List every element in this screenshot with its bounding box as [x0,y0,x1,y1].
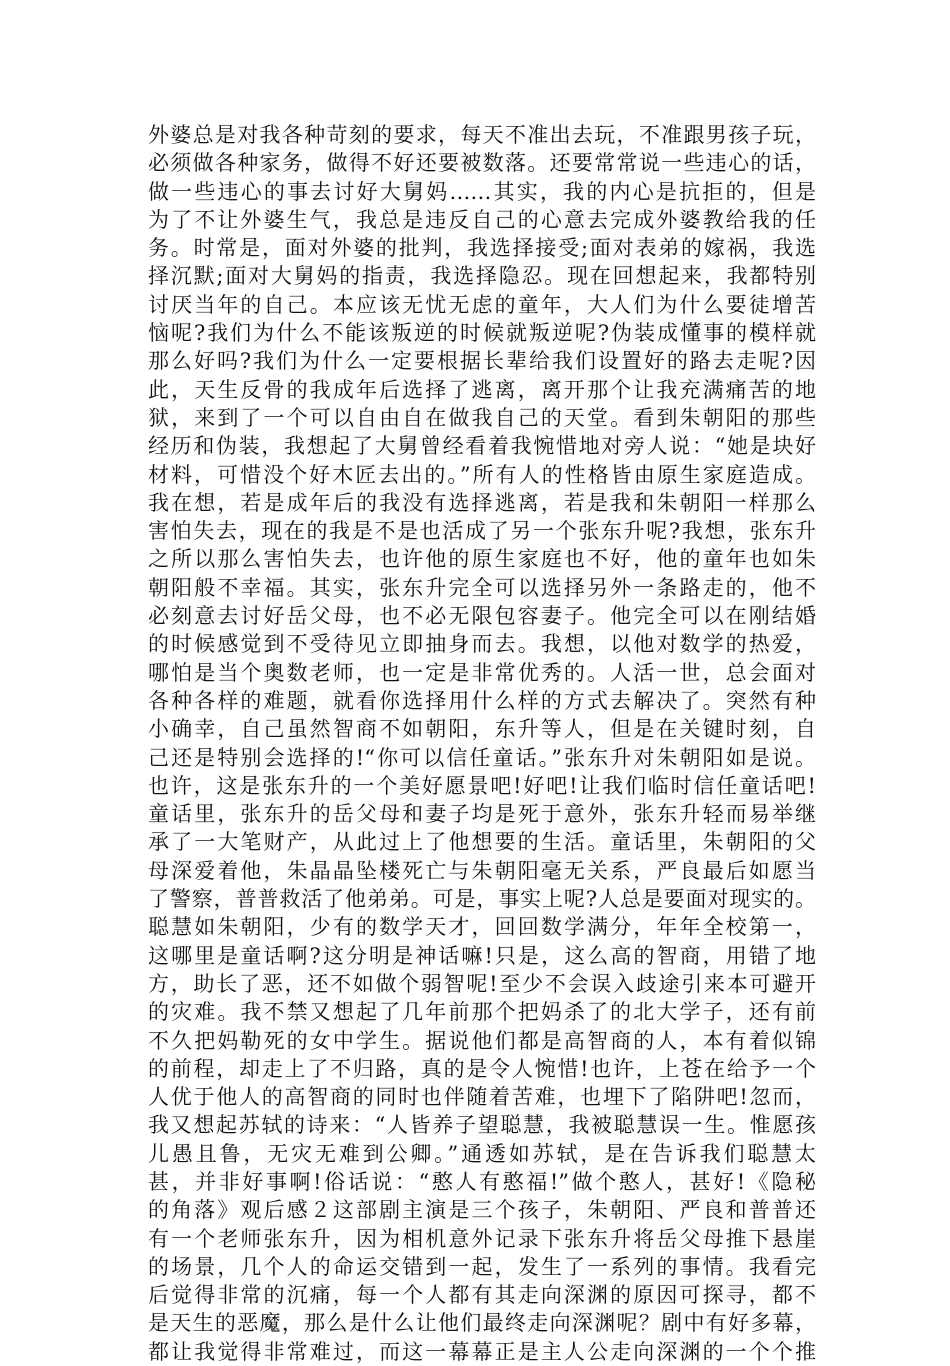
text-line: 此，天生反骨的我成年后选择了逃离，离开那个让我充满痛苦的地 [148,377,816,402]
text-line: 恼呢?我们为什么不能该叛逆的时候就叛逆呢?伪装成懂事的模样就 [148,321,816,346]
text-line: 为了不让外婆生气，我总是违反自己的心意去完成外婆教给我的任 [148,207,816,232]
text-line: 我在想，若是成年后的我没有选择逃离，若是我和朱朝阳一样那么 [148,490,816,515]
text-line: 狱，来到了一个可以自由自在做我自己的天堂。看到朱朝阳的那些 [148,405,816,430]
text-line: 的角落》观后感２这部剧主演是三个孩子，朱朝阳、严良和普普还 [148,1198,816,1223]
text-line: 我又想起苏轼的诗来：“人皆养子望聪慧，我被聪慧误一生。惟愿孩 [148,1113,816,1138]
text-line: 是天生的恶魔，那么是什么让他们最终走向深渊呢？剧中有好多幕， [148,1311,816,1336]
text-line: 这哪里是童话啊?这分明是神话嘛!只是，这么高的智商，用错了地 [148,943,816,968]
text-line: 有一个老师张东升，因为相机意外记录下张东升将岳父母推下悬崖 [148,1226,816,1251]
text-line: 方，助长了恶，还不如做个弱智呢!至少不会误入歧途引来本可避开 [148,971,816,996]
text-line: 童话里，张东升的岳父母和妻子均是死于意外，张东升轻而易举继 [148,802,816,827]
text-line: 讨厌当年的自己。本应该无忧无虑的童年，大人们为什么要徒增苦 [148,292,816,317]
text-line: 人优于他人的高智商的同时也伴随着苦难，也埋下了陷阱吧!忽而， [148,1085,816,1110]
text-line: 母深爱着他，朱晶晶坠楼死亡与朱朝阳毫无关系，严良最后如愿当 [148,858,816,883]
text-line: 的时候感觉到不受待见立即抽身而去。我想，以他对数学的热爱， [148,632,816,657]
text-line: 承了一大笔财产，从此过上了他想要的生活。童话里，朱朝阳的父 [148,830,816,855]
text-line: 择沉默;面对大舅妈的指责，我选择隐忍。现在回想起来，我都特别 [148,264,816,289]
text-line: 做一些违心的事去讨好大舅妈……其实，我的内心是抗拒的，但是 [148,179,816,204]
text-line: 了警察，普普救活了他弟弟。可是，事实上呢?人总是要面对现实的。 [148,887,816,912]
text-line: 后觉得非常的沉痛，每一个人都有其走向深渊的原因可探寻，都不 [148,1283,816,1308]
text-line: 之所以那么害怕失去，也许他的原生家庭也不好，他的童年也如朱 [148,547,816,572]
text-line: 不久把妈勒死的女中学生。据说他们都是高智商的人，本有着似锦 [148,1028,816,1053]
text-line: 必须做各种家务，做得不好还要被数落。还要常常说一些违心的话， [148,151,816,176]
text-line: 务。时常是，面对外婆的批判，我选择接受;面对表弟的嫁祸，我选 [148,236,816,261]
text-line: 外婆总是对我各种苛刻的要求，每天不准出去玩，不准跟男孩子玩， [148,123,816,147]
text-line: 儿愚且鲁，无灾无难到公卿。”通透如苏轼，是在告诉我们聪慧太 [148,1141,816,1166]
text-line: 的灾难。我不禁又想起了几年前那个把妈杀了的北大学子，还有前 [148,1000,816,1025]
text-line: 害怕失去，现在的我是不是也活成了另一个张东升呢?我想，张东升 [148,519,816,544]
text-line: 也许，这是张东升的一个美好愿景吧!好吧!让我们临时信任童话吧! [148,773,816,798]
text-line: 朝阳般不幸福。其实，张东升完全可以选择另外一条路走的，他不 [148,575,816,600]
text-line: 那么好吗?我们为什么一定要根据长辈给我们设置好的路去走呢?因 [148,349,816,374]
document-body [148,121,816,1366]
text-line: 必刻意去讨好岳父母，也不必无限包容妻子。他完全可以在刚结婚 [148,604,816,629]
text-line: 甚，并非好事啊!俗话说：“憨人有憨福!”做个憨人，甚好!《隐秘 [148,1169,816,1194]
text-line: 经历和伪装，我想起了大舅曾经看着我惋惜地对旁人说：“她是块好 [148,434,816,459]
text-line: 都让我觉得非常难过，而这一幕幕正是主人公走向深渊的一个个推 [148,1339,816,1364]
text-line: 各种各样的难题，就看你选择用什么样的方式去解决了。突然有种 [148,688,816,713]
text-line: 哪怕是当个奥数老师，也一定是非常优秀的。人活一世，总会面对 [148,660,816,685]
text-line: 聪慧如朱朝阳，少有的数学天才，回回数学满分，年年全校第一， [148,915,816,940]
text-line: 己还是特别会选择的!“你可以信任童话。”张东升对朱朝阳如是说。 [148,745,816,770]
text-line: 的前程，却走上了不归路，真的是令人惋惜!也许，上苍在给予一个 [148,1056,816,1081]
text-line: 小确幸，自己虽然智商不如朝阳，东升等人，但是在关键时刻，自 [148,717,816,742]
text-line: 材料，可惜没个好木匠去出的。”所有人的性格皆由原生家庭造成。 [148,462,816,487]
text-line: 的场景，几个人的命运交错到一起，发生了一系列的事情。我看完 [148,1254,816,1279]
